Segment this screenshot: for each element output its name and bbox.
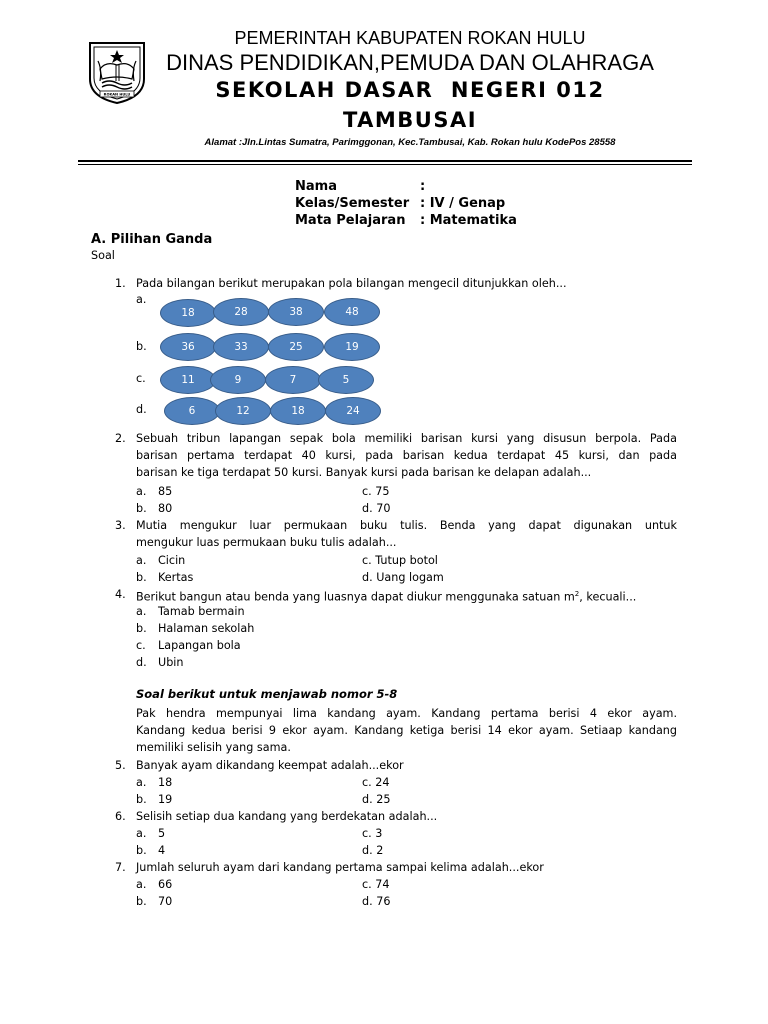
q6-text: Selisih setiap dua kandang yang berdekatan adalah... <box>136 810 438 823</box>
info-subject-label: Mata Pelajaran <box>295 213 406 228</box>
q5-number: 5. <box>115 759 126 772</box>
q5-option-b: 19 <box>158 793 173 806</box>
q1-option-a-label: a. <box>136 293 147 306</box>
q4-option-c: Lapangan bola <box>158 639 241 652</box>
q1-c-number-bubble: 7 <box>265 366 321 394</box>
q1-b-number-bubble: 33 <box>213 333 269 361</box>
q1-number: 1. <box>115 277 126 290</box>
q7-text: Jumlah seluruh ayam dari kandang pertama sampai kelima adalah...ekor <box>136 861 544 874</box>
q1-option-c-label: c. <box>136 372 146 385</box>
q4-option-c-letter: c. <box>136 639 146 652</box>
school-address: Alamat :Jln.Lintas Sumatra, Parimggonan, Kec.Tambusai, Kab. Rokan hulu KodePos 28558 <box>204 137 616 148</box>
q1-a-number-bubble: 38 <box>268 298 324 326</box>
context-text-line: Pak hendra mempunyai lima kandang ayam. Kandang pertama berisi 4 ekor ayam. <box>136 707 677 720</box>
q5-option-a: 18 <box>158 776 173 789</box>
q3-number: 3. <box>115 519 126 532</box>
info-class-value: : IV / Genap <box>420 196 506 211</box>
q6-option-b: 4 <box>158 844 166 857</box>
q1-d-number-bubble: 24 <box>325 397 381 425</box>
context-title: Soal berikut untuk menjawab nomor 5-8 <box>136 687 398 701</box>
q3-option-b-letter: b. <box>136 571 147 584</box>
q4-option-d-letter: d. <box>136 656 147 669</box>
q1-a-number-bubble: 28 <box>213 298 269 326</box>
q6-option-b-letter: b. <box>136 844 147 857</box>
q5-option-d: d. 25 <box>362 793 391 806</box>
q1-c-number-bubble: 11 <box>160 366 216 394</box>
info-class-label: Kelas/Semester <box>295 196 410 211</box>
q4-option-a: Tamab bermain <box>158 605 245 618</box>
header-divider-thin <box>78 164 692 165</box>
q6-option-a: 5 <box>158 827 166 840</box>
q3-option-a: Cicin <box>158 554 186 567</box>
q2-option-b-letter: b. <box>136 502 147 515</box>
government-heading: PEMERINTAH KABUPATEN ROKAN HULU <box>234 28 586 48</box>
q5-option-c: c. 24 <box>362 776 390 789</box>
q3-option-b: Kertas <box>158 571 194 584</box>
q4-superscript: 2 <box>574 590 580 598</box>
q1-b-number-bubble: 25 <box>268 333 324 361</box>
q7-option-c: c. 74 <box>362 878 390 891</box>
q4-option-b-letter: b. <box>136 622 147 635</box>
q4-option-b: Halaman sekolah <box>158 622 255 635</box>
info-name-value: : <box>420 179 426 194</box>
q1-option-b-label: b. <box>136 340 147 353</box>
q2-option-b: 80 <box>158 502 173 515</box>
q1-b-number-bubble: 19 <box>324 333 380 361</box>
info-name-label: Nama <box>295 179 337 194</box>
q5-text: Banyak ayam dikandang keempat adalah...ekor <box>136 759 404 772</box>
q2-number: 2. <box>115 432 126 445</box>
q1-a-number-bubble: 48 <box>324 298 380 326</box>
section-subtitle: Soal <box>91 249 115 262</box>
q6-number: 6. <box>115 810 126 823</box>
q3-text-line: Mutia mengukur luar permukaan buku tulis. Benda yang dapat digunakan untuk <box>136 519 677 532</box>
q6-option-c: c. 3 <box>362 827 383 840</box>
q5-option-b-letter: b. <box>136 793 147 806</box>
q7-number: 7. <box>115 861 126 874</box>
q5-option-a-letter: a. <box>136 776 147 789</box>
q4-number: 4. <box>115 588 126 601</box>
q7-option-a-letter: a. <box>136 878 147 891</box>
q1-d-number-bubble: 12 <box>215 397 271 425</box>
q6-option-d: d. 2 <box>362 844 384 857</box>
header-divider-thick <box>78 160 692 162</box>
q3-option-a-letter: a. <box>136 554 147 567</box>
q1-c-number-bubble: 5 <box>318 366 374 394</box>
q2-text-line: barisan ke tiga terdapat 50 kursi. Banyak kursi pada barisan ke delapan adalah... <box>136 466 592 479</box>
q1-d-number-bubble: 18 <box>270 397 326 425</box>
section-title: A. Pilihan Ganda <box>91 232 213 247</box>
q1-b-number-bubble: 36 <box>160 333 216 361</box>
q2-option-a: 85 <box>158 485 173 498</box>
q1-text: Pada bilangan berikut merupakan pola bilangan mengecil ditunjukkan oleh... <box>136 277 567 290</box>
q7-option-a: 66 <box>158 878 173 891</box>
q3-text-line: mengukur luas permukaan buku tulis adalah... <box>136 536 397 549</box>
q7-option-d: d. 76 <box>362 895 391 908</box>
q2-option-a-letter: a. <box>136 485 147 498</box>
q3-option-c: c. Tutup botol <box>362 554 438 567</box>
q4-option-a-letter: a. <box>136 605 147 618</box>
school-name-heading: SEKOLAH DASAR NEGERI 012 <box>215 78 605 102</box>
q1-option-d-label: d. <box>136 403 147 416</box>
info-subject-value: : Matematika <box>420 213 517 228</box>
q6-option-a-letter: a. <box>136 827 147 840</box>
context-text-line: Kandang kedua berisi 9 ekor ayam. Kandang ketiga berisi 14 ekor ayam. Setiaap kandang <box>136 724 677 737</box>
q2-text-line: Sebuah tribun lapangan sepak bola memiliki barisan kursi yang disusun berpola. Pada <box>136 432 677 445</box>
q2-option-d: d. 70 <box>362 502 391 515</box>
q4-option-d: Ubin <box>158 656 184 669</box>
logo-banner-text: ROKAN HULU <box>103 92 131 97</box>
q7-option-b-letter: b. <box>136 895 147 908</box>
department-heading: DINAS PENDIDIKAN,PEMUDA DAN OLAHRAGA <box>166 50 654 75</box>
q3-option-d: d. Uang logam <box>362 571 444 584</box>
q1-a-number-bubble: 18 <box>160 299 216 327</box>
q1-d-number-bubble: 6 <box>164 397 220 425</box>
q1-c-number-bubble: 9 <box>210 366 266 394</box>
q2-text-line: barisan pertama terdapat 40 kursi, pada barisan kedua terdapat 45 kursi, dan pada <box>136 449 677 462</box>
q2-option-c: c. 75 <box>362 485 390 498</box>
q4-text-after: , kecuali... <box>579 590 637 604</box>
q4-text-before: Berikut bangun atau benda yang luasnya dapat diukur menggunaka satuan m <box>136 590 575 604</box>
context-text-line: memiliki selisih yang sama. <box>136 741 291 754</box>
q7-option-b: 70 <box>158 895 173 908</box>
school-location-heading: TAMBUSAI <box>342 108 478 132</box>
